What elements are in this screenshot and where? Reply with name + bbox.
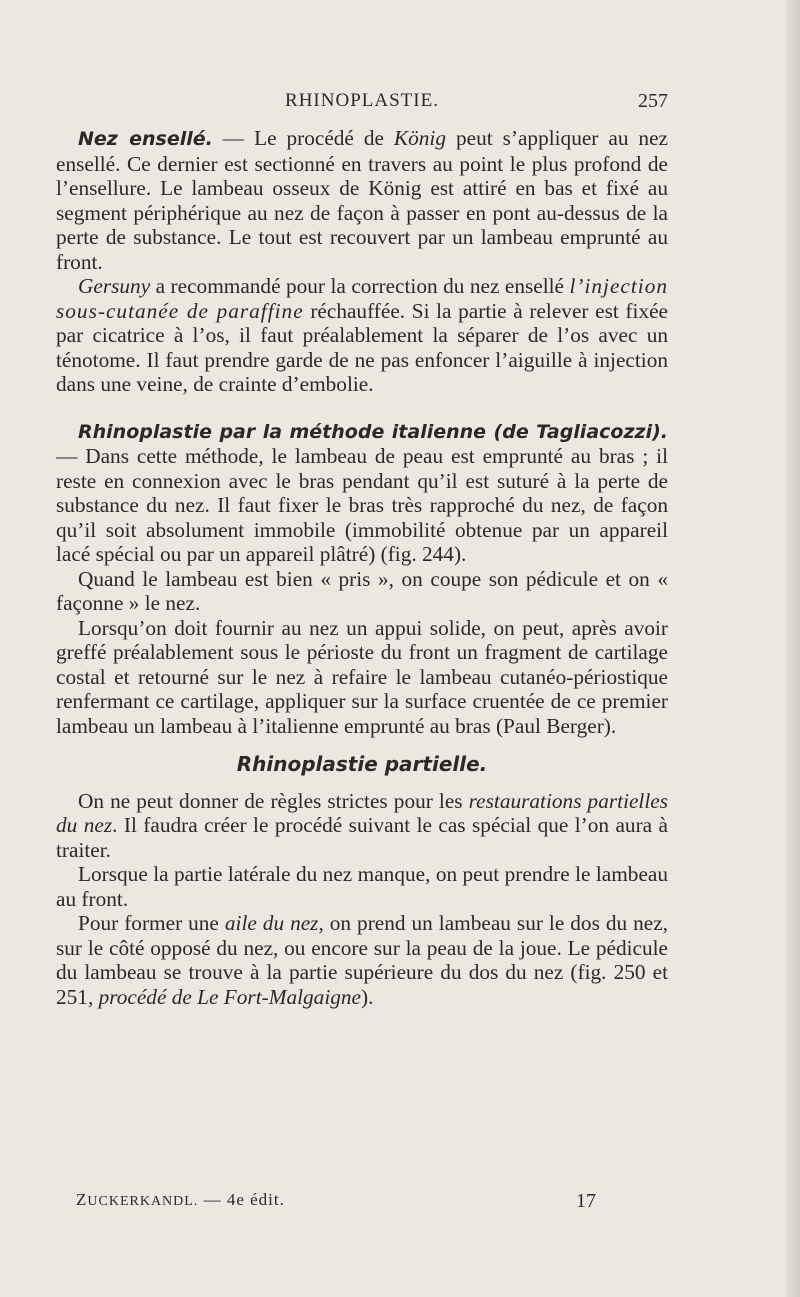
signature-initial: Z <box>76 1190 88 1209</box>
paragraph-appui-solide: Lorsqu’on doit fournir au nez un appui solide, on peut, après avoir greffé préalablement sous le périoste du front un fragment de cartilage costal et retourné sur le nez à refaire le lambeau cutanéo-périostique renfermant ce cartilage, appliquer sur la surface cruentée de ce premier lambeau un lambeau à l’italienne emprunté au bras (Paul Berger). <box>56 615 668 738</box>
paragraph-partie-laterale: Lorsque la partie latérale du nez manque, on peut prendre le lambeau au front. <box>56 862 668 911</box>
emphasis-term: procédé de Le Fort-Malgaigne <box>98 984 361 1009</box>
paragraph-methode-italienne <box>56 419 668 567</box>
paragraph-pedicule: Quand le lambeau est bien « pris », on coupe son pédicule et on « façonne » le nez. <box>56 566 668 615</box>
text-run: a recommandé pour la correction du nez ensellé <box>150 274 570 298</box>
page-footer <box>76 1190 596 1216</box>
text-run: peut s’appliquer au nez ensellé. Ce dernier est sectionné en travers au point le plus profond de l’ensellure. Le lambeau osseux de König est attiré en bas et fixé au segment périphérique au nez de façon à passer en pont au-dessus de la perte de substance. Le tout est recouvert par un lambeau emprunté au front. <box>56 126 668 274</box>
text-run: ). <box>361 984 374 1009</box>
signature-author: UCKERKANDL. <box>87 1194 199 1209</box>
inline-heading-methode-italienne: Rhinoplastie par la méthode italienne (de Tagliacozzi). <box>78 420 668 443</box>
paragraph-aile-du-nez <box>56 911 668 1009</box>
text-run: , on prend un lambeau sur le dos du nez, sur le côté opposé du nez, ou encore sur la peau de la joue. Le pédicule du lambeau se trouve à la partie supérieure du dos du nez (fig. 250 et 251, <box>56 911 668 1009</box>
signature-edition: — 4e édit. <box>198 1190 285 1209</box>
text-run: — Le procédé de <box>212 126 394 150</box>
page-edge-shadow <box>786 0 800 1297</box>
paragraph-nez-enselle <box>56 126 668 274</box>
emphasis-term: restaurations partielles du nez <box>56 788 669 837</box>
printer-signature <box>76 1190 285 1210</box>
page-number: 257 <box>638 90 668 112</box>
paragraph-restaurations <box>56 789 668 863</box>
body-text <box>56 126 668 1009</box>
page-header <box>56 90 668 120</box>
paragraph-gersuny <box>56 274 668 397</box>
section-heading-rhinoplastie-partielle: Rhinoplastie partielle. <box>236 752 488 776</box>
running-head: RHINOPLASTIE. <box>285 90 439 111</box>
text-run: . Il faudra créer le procédé suivant le cas spécial que l’on aura à traiter. <box>56 813 668 862</box>
author-name: König <box>393 126 446 150</box>
emphasis-term: aile du nez <box>224 911 319 935</box>
signature-number: 17 <box>576 1190 596 1212</box>
author-name: Gersuny <box>78 274 151 298</box>
text-run: Pour former une <box>78 911 225 935</box>
inline-heading-nez-enselle: Nez ensellé. <box>78 128 213 150</box>
text-run: — Dans cette méthode, le lambeau de peau est emprunté au bras ; il reste en connexion avec le bras pendant qu’il est suturé à la perte de substance du nez. Il faut fixer le bras très rapproché du nez, de façon qu’il soit absolument immobile (immobilité obtenue par un appareil lacé spécial ou par un appareil plâtré) (fig. 244). <box>56 444 668 566</box>
text-run: réchauffée. Si la partie à relever est fixée par cicatrice à l’os, il faut préalablement la séparer de l’os avec un ténotome. Il faut prendre garde de ne pas enfoncer l’aiguille à injection dans une veine, de crainte d’embolie. <box>56 298 668 396</box>
emphasis-term: l’injection sous-cutanée de paraffine <box>56 274 668 323</box>
text-run: On ne peut donner de règles strictes pour les <box>78 788 469 813</box>
